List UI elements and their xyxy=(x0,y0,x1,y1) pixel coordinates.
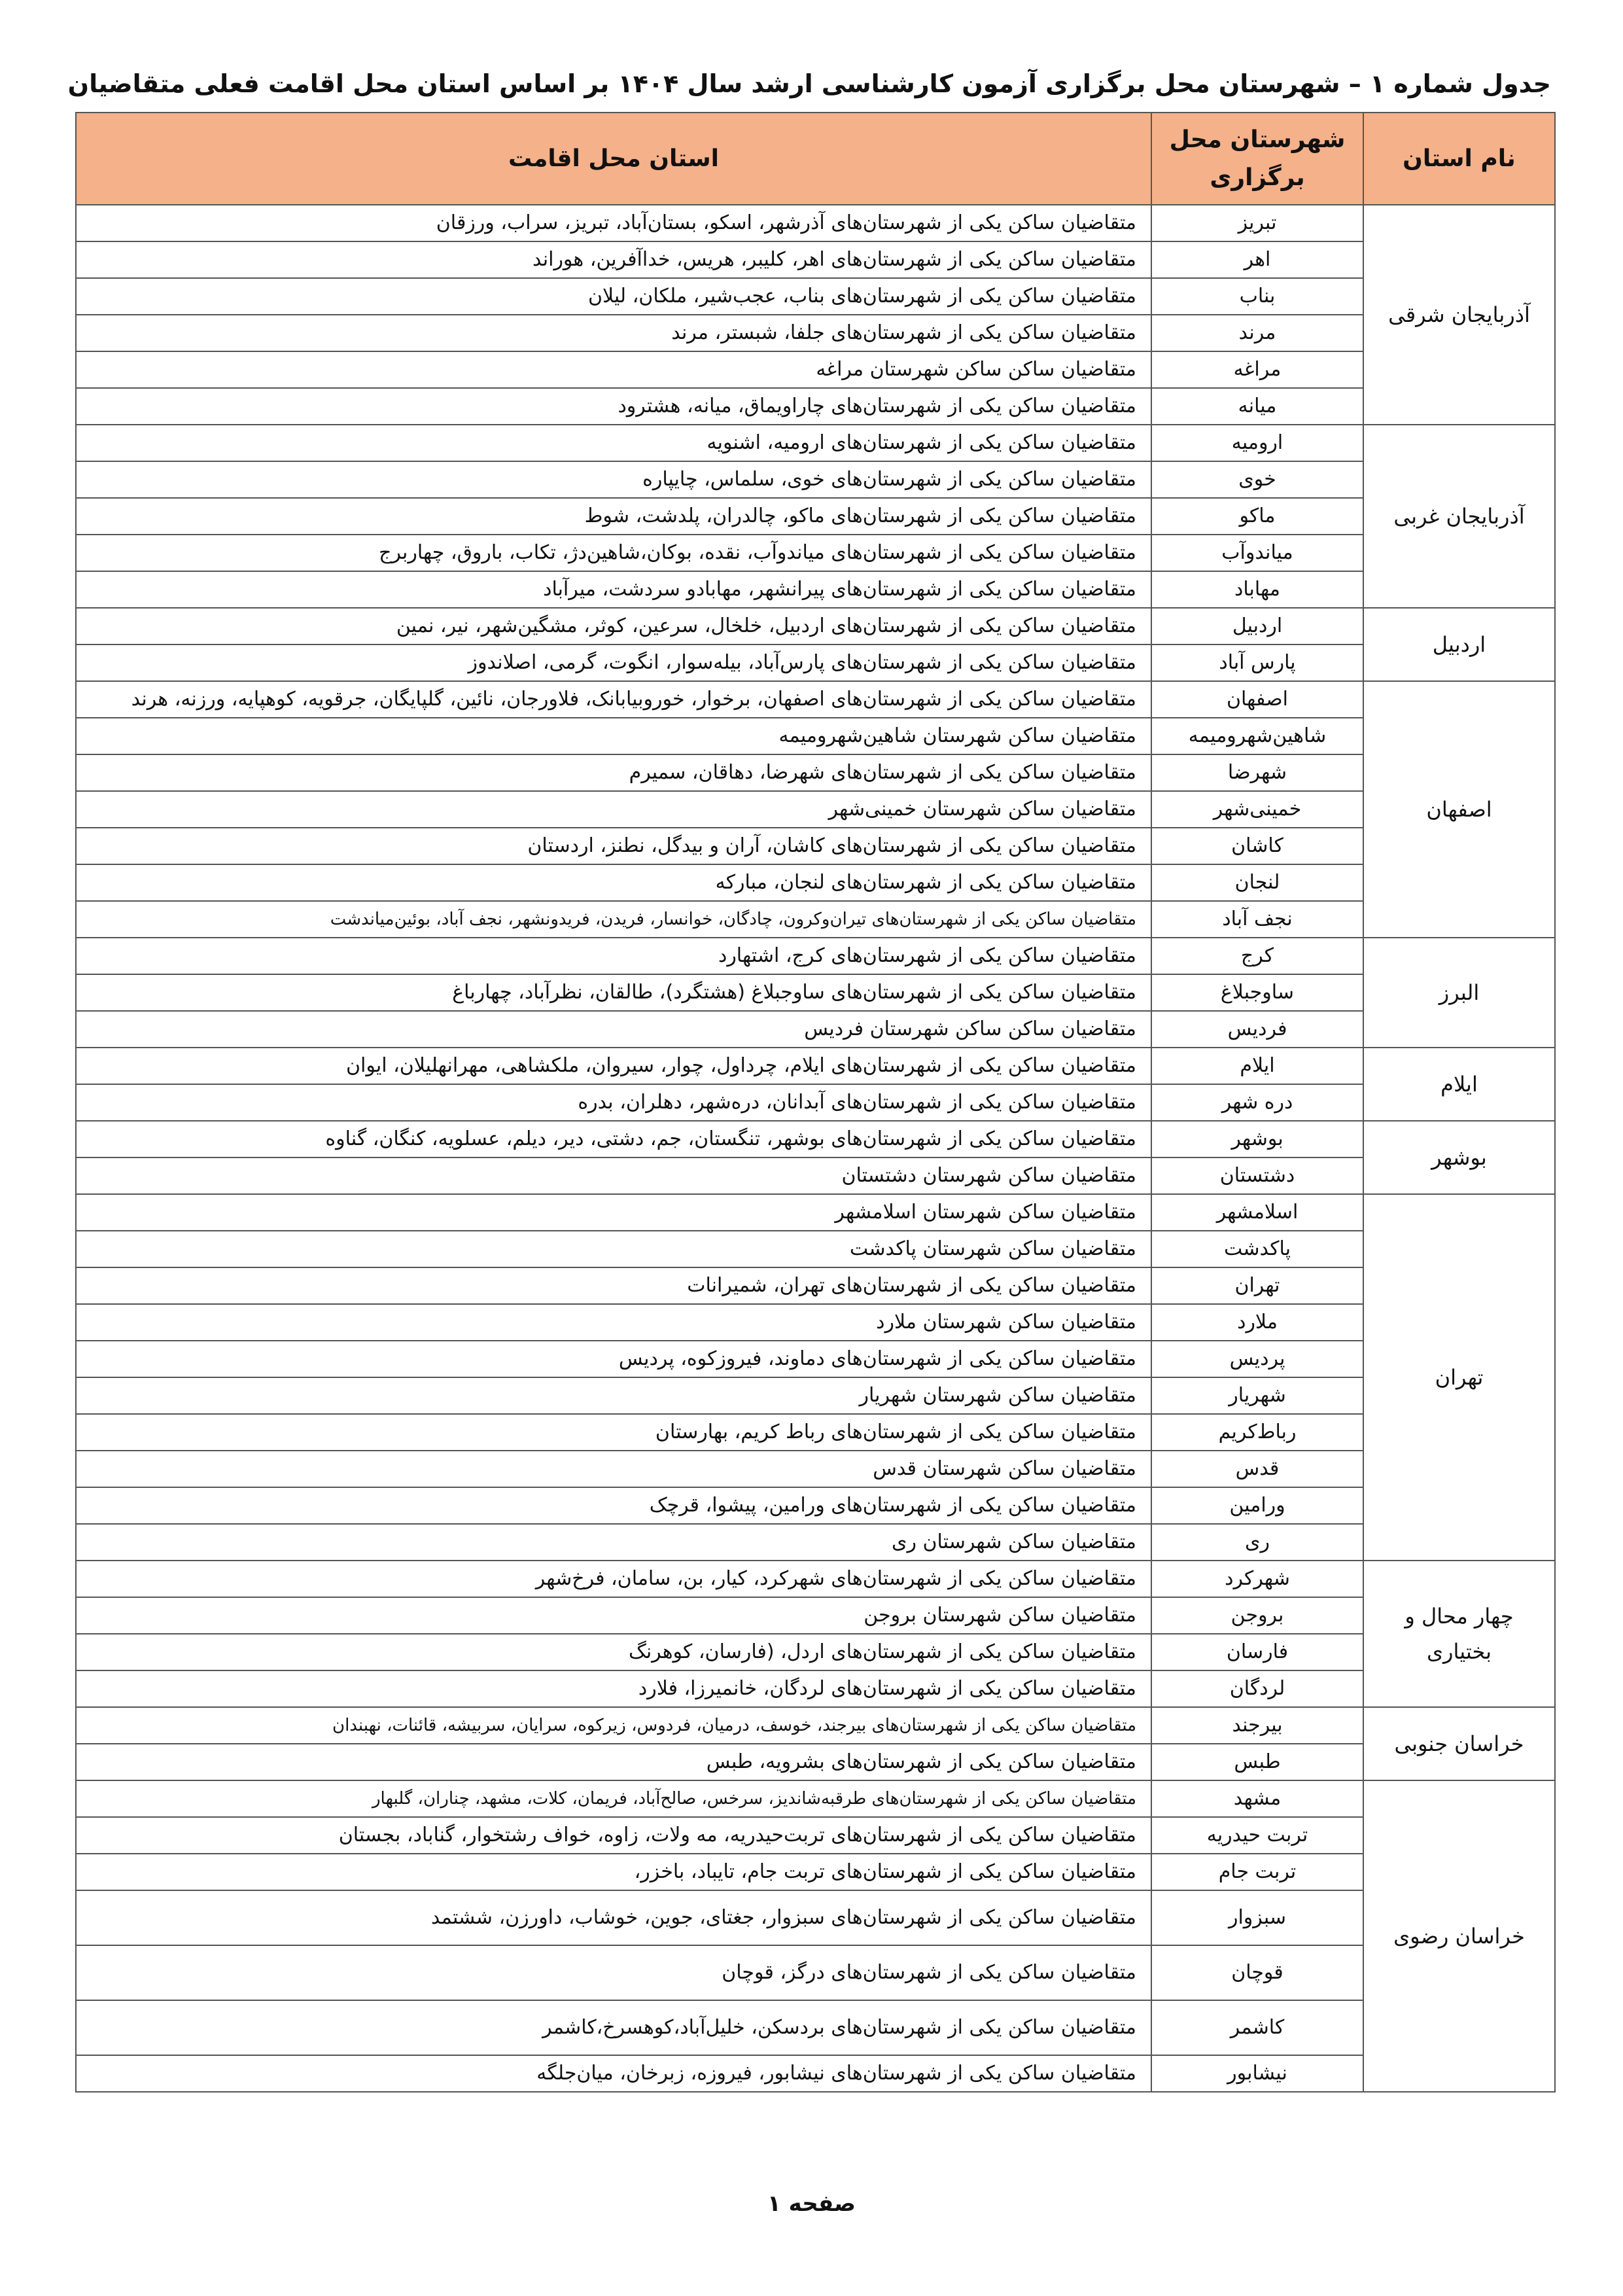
table-row xyxy=(76,1084,1555,1121)
residence-cell: متقاضیان ساکن یکی از شهرستان‌های بیرجند، خوسف، درمیان، فردوس، زیرکوه، سرایان، سربیشه، قائنات، نهبندان xyxy=(76,1707,1151,1744)
residence-cell: متقاضیان ساکن یکی از شهرستان‌های تربت جام، تایباد، باخزر، xyxy=(76,1854,1151,1890)
province-cell: خراسان جنوبی xyxy=(1363,1707,1555,1780)
city-cell: ارومیه xyxy=(1151,425,1363,461)
table-row xyxy=(76,278,1555,315)
table-body xyxy=(76,205,1555,2092)
table-row xyxy=(76,1194,1555,1231)
header-province: نام استان xyxy=(1363,113,1555,205)
residence-cell: متقاضیان ساکن یکی از شهرستان‌های کرج، اشتهارد xyxy=(76,938,1151,974)
city-cell: ورامین xyxy=(1151,1487,1363,1524)
city-cell: پارس آباد xyxy=(1151,645,1363,681)
city-cell: رباط‌کریم xyxy=(1151,1414,1363,1451)
table-row xyxy=(76,2000,1555,2055)
residence-cell: متقاضیان ساکن یکی از شهرستان‌های بردسکن، خلیل‌آباد،کوهسرخ،کاشمر xyxy=(76,2000,1151,2055)
residence-cell: متقاضیان ساکن شهرستان اسلامشهر xyxy=(76,1194,1151,1231)
residence-cell: متقاضیان ساکن یکی از شهرستان‌های خوی، سلماس، چایپاره xyxy=(76,461,1151,498)
city-cell: بروجن xyxy=(1151,1597,1363,1634)
table-row xyxy=(76,205,1555,241)
city-cell: ساوجبلاغ xyxy=(1151,974,1363,1011)
table-row xyxy=(76,425,1555,461)
province-cell: آذربایجان شرقی xyxy=(1363,205,1555,425)
table-row xyxy=(76,681,1555,718)
table-row xyxy=(76,1267,1555,1304)
province-cell: البرز xyxy=(1363,938,1555,1048)
residence-cell: متقاضیان ساکن یکی از شهرستان‌های درگز، قوچان xyxy=(76,1945,1151,2000)
residence-cell: متقاضیان ساکن شهرستان پاکدشت xyxy=(76,1231,1151,1267)
residence-cell: متقاضیان ساکن یکی از شهرستان‌های کاشان، آران و بیدگل، نطنز، اردستان xyxy=(76,828,1151,864)
residence-cell: متقاضیان ساکن شهرستان شهریار xyxy=(76,1377,1151,1414)
page-title: جدول شماره ۱ – شهرستان محل برگزاری آزمون کارشناسی ارشد سال ۱۴۰۴ بر اساس استان محل اقامت فعلی متقاضیان xyxy=(67,69,1551,98)
city-cell: ایلام xyxy=(1151,1048,1363,1084)
table-header-row xyxy=(76,113,1555,205)
table-row xyxy=(76,1744,1555,1780)
city-cell: قوچان xyxy=(1151,1945,1363,2000)
city-cell: کاشمر xyxy=(1151,2000,1363,2055)
residence-cell: متقاضیان ساکن یکی از شهرستان‌های طرقبه‌شاندیز، سرخس، صالح‌آباد، فریمان، کلات، مشهد، چناران، گلبهار xyxy=(76,1780,1151,1817)
table-row xyxy=(76,461,1555,498)
residence-cell: متقاضیان ساکن یکی از شهرستان‌های نیشابور، فیروزه، زبرخان، میان‌جلگه xyxy=(76,2055,1151,2092)
city-cell: اردبیل xyxy=(1151,608,1363,645)
city-cell: شاهین‌شهرومیمه xyxy=(1151,718,1363,754)
residence-cell: متقاضیان ساکن یکی از شهرستان‌های ارومیه، اشنویه xyxy=(76,425,1151,461)
table-row xyxy=(76,1231,1555,1267)
city-cell: نجف آباد xyxy=(1151,901,1363,938)
city-cell: لنجان xyxy=(1151,864,1363,901)
table-row xyxy=(76,938,1555,974)
province-cell: اصفهان xyxy=(1363,681,1555,938)
residence-cell: متقاضیان ساکن یکی از شهرستان‌های تهران، شمیرانات xyxy=(76,1267,1151,1304)
table-row xyxy=(76,718,1555,754)
city-cell: پردیس xyxy=(1151,1341,1363,1377)
residence-cell: متقاضیان ساکن یکی از شهرستان‌های تربت‌حیدریه، مه ولات، زاوه، خواف رشتخوار، گناباد، بجستان xyxy=(76,1817,1151,1854)
province-cell: آذربایجان غربی xyxy=(1363,425,1555,608)
table-row xyxy=(76,645,1555,681)
table-row xyxy=(76,1048,1555,1084)
city-cell: خمینی‌شهر xyxy=(1151,791,1363,828)
city-cell: دره شهر xyxy=(1151,1084,1363,1121)
table-row xyxy=(76,608,1555,645)
city-cell: فردیس xyxy=(1151,1011,1363,1048)
residence-cell: متقاضیان ساکن شهرستان قدس xyxy=(76,1451,1151,1487)
residence-cell: متقاضیان ساکن یکی از شهرستان‌های اهر، کلیبر، هریس، خداآفرین، هوراند xyxy=(76,241,1151,278)
residence-cell: متقاضیان ساکن یکی از شهرستان‌های لردگان، خانمیرزا، فلارد xyxy=(76,1670,1151,1707)
table-row xyxy=(76,974,1555,1011)
city-cell: ماکو xyxy=(1151,498,1363,535)
residence-cell: متقاضیان ساکن یکی از شهرستان‌های آذرشهر، اسکو، بستان‌آباد، تبریز، سراب، ورزقان xyxy=(76,205,1151,241)
table-row xyxy=(76,351,1555,388)
city-cell: بوشهر xyxy=(1151,1121,1363,1157)
table-row xyxy=(76,1854,1555,1890)
table-row xyxy=(76,388,1555,425)
city-cell: میانه xyxy=(1151,388,1363,425)
residence-cell: متقاضیان ساکن یکی از شهرستان‌های ماکو، چالدران، پلدشت، شوط xyxy=(76,498,1151,535)
city-cell: دشتستان xyxy=(1151,1157,1363,1194)
residence-cell: متقاضیان ساکن یکی از شهرستان‌های چاراویماق، میانه، هشترود xyxy=(76,388,1151,425)
residence-cell: متقاضیان ساکن یکی از شهرستان‌های لنجان، مبارکه xyxy=(76,864,1151,901)
table-row xyxy=(76,535,1555,571)
table-row xyxy=(76,791,1555,828)
table-row xyxy=(76,1945,1555,2000)
city-cell: تبریز xyxy=(1151,205,1363,241)
city-cell: پاکدشت xyxy=(1151,1231,1363,1267)
city-cell: تهران xyxy=(1151,1267,1363,1304)
province-cell: بوشهر xyxy=(1363,1121,1555,1194)
residence-cell: متقاضیان ساکن شهرستان ملارد xyxy=(76,1304,1151,1341)
province-cell: چهار محال و بختیاری xyxy=(1363,1561,1555,1707)
province-cell: خراسان رضوی xyxy=(1363,1780,1555,2092)
city-cell: طبس xyxy=(1151,1744,1363,1780)
residence-cell: متقاضیان ساکن یکی از شهرستان‌های شهرضا، دهاقان، سمیرم xyxy=(76,754,1151,791)
residence-cell: متقاضیان ساکن ساکن شهرستان مراغه xyxy=(76,351,1151,388)
city-cell: ملارد xyxy=(1151,1304,1363,1341)
residence-cell: متقاضیان ساکن یکی از شهرستان‌های بوشهر، تنگستان، جم، دشتی، دیر، دیلم، عسلویه، کنگان، گناوه xyxy=(76,1121,1151,1157)
table-row xyxy=(76,571,1555,608)
city-cell: سبزوار xyxy=(1151,1890,1363,1945)
city-cell: بیرجند xyxy=(1151,1707,1363,1744)
province-cell: تهران xyxy=(1363,1194,1555,1561)
city-cell: مهاباد xyxy=(1151,571,1363,608)
exam-locations-table xyxy=(75,112,1556,2093)
residence-cell: متقاضیان ساکن یکی از شهرستان‌های جلفا، شبستر، مرند xyxy=(76,315,1151,351)
residence-cell: متقاضیان ساکن یکی از شهرستان‌های پیرانشهر، مهابادو سردشت، میرآباد xyxy=(76,571,1151,608)
table-row xyxy=(76,1817,1555,1854)
city-cell: نیشابور xyxy=(1151,2055,1363,2092)
city-cell: شهریار xyxy=(1151,1377,1363,1414)
table-row xyxy=(76,1451,1555,1487)
city-cell: شهرکرد xyxy=(1151,1561,1363,1597)
header-residence: استان محل اقامت xyxy=(76,113,1151,205)
table-row xyxy=(76,901,1555,938)
table-row xyxy=(76,498,1555,535)
city-cell: لردگان xyxy=(1151,1670,1363,1707)
city-cell: میاندوآب xyxy=(1151,535,1363,571)
residence-cell: متقاضیان ساکن یکی از شهرستان‌های بشرویه، طبس xyxy=(76,1744,1151,1780)
table-row xyxy=(76,1890,1555,1945)
residence-cell: متقاضیان ساکن یکی از شهرستان‌های ساوجبلاغ (هشتگرد)، طالقان، نظرآباد، چهارباغ xyxy=(76,974,1151,1011)
table-row xyxy=(76,241,1555,278)
table-row xyxy=(76,1121,1555,1157)
city-cell: اهر xyxy=(1151,241,1363,278)
city-cell: اصفهان xyxy=(1151,681,1363,718)
city-cell: تربت جام xyxy=(1151,1854,1363,1890)
residence-cell: متقاضیان ساکن یکی از شهرستان‌های اردل، (فارسان، کوهرنگ xyxy=(76,1634,1151,1670)
residence-cell: متقاضیان ساکن یکی از شهرستان‌های ورامین، پیشوا، قرچک xyxy=(76,1487,1151,1524)
residence-cell: متقاضیان ساکن شهرستان خمینی‌شهر xyxy=(76,791,1151,828)
residence-cell: متقاضیان ساکن یکی از شهرستان‌های میاندوآب، نقده، بوکان،شاهین‌دژ، تکاب، باروق، چهاربرج xyxy=(76,535,1151,571)
city-cell: اسلامشهر xyxy=(1151,1194,1363,1231)
residence-cell: متقاضیان ساکن یکی از شهرستان‌های رباط کریم، بهارستان xyxy=(76,1414,1151,1451)
residence-cell: متقاضیان ساکن یکی از شهرستان‌های ایلام، چرداول، چوار، سیروان، ملکشاهی، مهرانهلیلان، ایوان xyxy=(76,1048,1151,1084)
residence-cell: متقاضیان ساکن شهرستان ری xyxy=(76,1524,1151,1561)
header-city: شهرستان محل برگزاری xyxy=(1151,113,1363,205)
city-cell: مشهد xyxy=(1151,1780,1363,1817)
residence-cell: متقاضیان ساکن ساکن شهرستان فردیس xyxy=(76,1011,1151,1048)
city-cell: کاشان xyxy=(1151,828,1363,864)
table-row xyxy=(76,828,1555,864)
table-row xyxy=(76,1707,1555,1744)
residence-cell: متقاضیان ساکن یکی از شهرستان‌های بناب، عجب‌شیر، ملکان، لیلان xyxy=(76,278,1151,315)
residence-cell: متقاضیان ساکن یکی از شهرستان‌های سبزوار، جغتای، جوین، خوشاب، داورزن، ششتمد xyxy=(76,1890,1151,1945)
city-cell: فارسان xyxy=(1151,1634,1363,1670)
table-row xyxy=(76,1377,1555,1414)
table-row xyxy=(76,1157,1555,1194)
residence-cell: متقاضیان ساکن یکی از شهرستان‌های پارس‌آباد، بیله‌سوار، انگوت، گرمی، اصلاندوز xyxy=(76,645,1151,681)
residence-cell: متقاضیان ساکن شهرستان بروجن xyxy=(76,1597,1151,1634)
table-row xyxy=(76,1414,1555,1451)
city-cell: تربت حیدریه xyxy=(1151,1817,1363,1854)
table-row xyxy=(76,1670,1555,1707)
residence-cell: متقاضیان ساکن یکی از شهرستان‌های شهرکرد، کیار، بن، سامان، فرخ‌شهر xyxy=(76,1561,1151,1597)
city-cell: مرند xyxy=(1151,315,1363,351)
city-cell: شهرضا xyxy=(1151,754,1363,791)
city-cell: بناب xyxy=(1151,278,1363,315)
table-row xyxy=(76,1487,1555,1524)
page-number: صفحه ۱ xyxy=(767,2191,856,2217)
province-cell: ایلام xyxy=(1363,1048,1555,1121)
residence-cell: متقاضیان ساکن شهرستان دشتستان xyxy=(76,1157,1151,1194)
city-cell: ری xyxy=(1151,1524,1363,1561)
city-cell: مراغه xyxy=(1151,351,1363,388)
city-cell: خوی xyxy=(1151,461,1363,498)
table-row xyxy=(76,1780,1555,1817)
residence-cell: متقاضیان ساکن یکی از شهرستان‌های تیران‌وکرون، چادگان، خوانسار، فریدن، فریدونشهر، نجف آباد، بوئین‌میاندشت xyxy=(76,901,1151,938)
city-cell: قدس xyxy=(1151,1451,1363,1487)
table-row xyxy=(76,1561,1555,1597)
city-cell: کرج xyxy=(1151,938,1363,974)
residence-cell: متقاضیان ساکن یکی از شهرستان‌های آبدانان، دره‌شهر، دهلران، بدره xyxy=(76,1084,1151,1121)
table-row xyxy=(76,1597,1555,1634)
residence-cell: متقاضیان ساکن یکی از شهرستان‌های اصفهان، برخوار، خوروبیابانک، فلاورجان، نائین، گلپایگان، جرقویه، کوهپایه، ورزنه، هرند xyxy=(76,681,1151,718)
table-row xyxy=(76,864,1555,901)
table-row xyxy=(76,315,1555,351)
table-row xyxy=(76,1304,1555,1341)
table-row xyxy=(76,754,1555,791)
residence-cell: متقاضیان ساکن شهرستان شاهین‌شهرومیمه xyxy=(76,718,1151,754)
table-row xyxy=(76,2055,1555,2092)
residence-cell: متقاضیان ساکن یکی از شهرستان‌های اردبیل، خلخال، سرعین، کوثر، مشگین‌شهر، نیر، نمین xyxy=(76,608,1151,645)
table-row xyxy=(76,1634,1555,1670)
province-cell: اردبیل xyxy=(1363,608,1555,681)
residence-cell: متقاضیان ساکن یکی از شهرستان‌های دماوند، فیروزکوه، پردیس xyxy=(76,1341,1151,1377)
table-row xyxy=(76,1341,1555,1377)
table-row xyxy=(76,1524,1555,1561)
table-row xyxy=(76,1011,1555,1048)
